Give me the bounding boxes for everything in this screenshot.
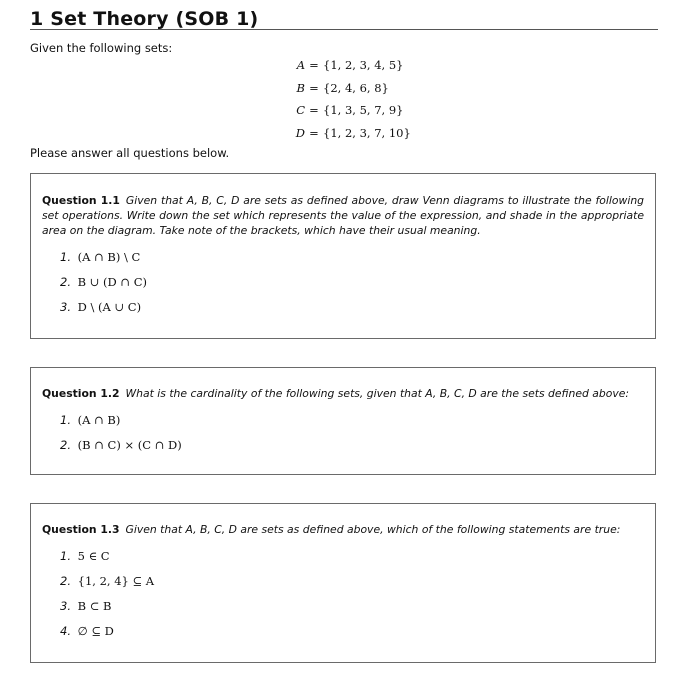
list-item: 3. D \ (A ∪ C) <box>60 300 142 314</box>
question-number: Question 1.2 <box>42 387 120 400</box>
question-number: Question 1.1 <box>42 194 120 207</box>
question-text: Given that A, B, C, D are sets as defined above, draw Venn diagrams to illustrate the following set operations. Write down the set which represents the value of the expression, and shade in the appropriate area on the diagram. Take note of the brackets, which have their usual meaning. <box>42 194 645 237</box>
set-definition-d: D = {1, 2, 3, 7, 10} <box>0 122 690 145</box>
intro-text: Given the following sets: <box>30 41 173 55</box>
list-item: 4. ∅ ⊆ D <box>60 624 114 638</box>
list-item: 1. (A ∩ B) \ C <box>60 250 141 264</box>
question-text: Given that A, B, C, D are sets as defined above, which of the following statements are true: <box>125 523 621 536</box>
expression: ∅ ⊆ D <box>77 624 114 638</box>
expression: D \ (A ∪ C) <box>77 300 142 314</box>
expression: 5 ∈ C <box>77 549 110 563</box>
list-item: 2. B ∪ (D ∩ C) <box>60 275 147 289</box>
question-box-1-2 <box>30 367 656 475</box>
set-name: C <box>296 103 305 117</box>
set-name: D <box>295 125 305 140</box>
set-name: B <box>296 80 305 95</box>
set-name: A <box>296 58 305 72</box>
set-value: {1, 3, 5, 7, 9} <box>323 103 404 117</box>
question-text: What is the cardinality of the following sets, given that A, B, C, D are the sets defined above: <box>125 387 630 400</box>
question-items <box>42 245 644 320</box>
list-item: 2. (B ∩ C) × (C ∩ D) <box>60 438 182 452</box>
set-value: {1, 2, 3, 4, 5} <box>323 58 404 72</box>
question-number: Question 1.3 <box>42 523 120 536</box>
instructions-text: Please answer all questions below. <box>30 146 230 160</box>
list-item: 1. (A ∩ B) <box>60 413 121 427</box>
expression: (A ∩ B) <box>77 413 121 427</box>
set-definition-c: C = {1, 3, 5, 7, 9} <box>0 99 690 122</box>
expression: B ∪ (D ∩ C) <box>77 275 147 289</box>
set-definition-b: B = {2, 4, 6, 8} <box>0 77 690 100</box>
expression: {1, 2, 4} ⊆ A <box>77 574 155 588</box>
question-box-1-3 <box>30 503 656 663</box>
set-value: {1, 2, 3, 7, 10} <box>323 125 411 140</box>
section-title: 1 Set Theory (SOB 1) <box>30 8 259 30</box>
question-header <box>42 193 644 238</box>
expression: B ⊂ B <box>77 599 112 613</box>
expression: (B ∩ C) × (C ∩ D) <box>77 438 182 452</box>
expression: (A ∩ B) \ C <box>77 250 141 264</box>
list-item: 1. 5 ∈ C <box>60 549 110 563</box>
list-item: 2. {1, 2, 4} ⊆ A <box>60 574 155 588</box>
set-definitions <box>0 54 690 144</box>
title-divider <box>30 29 658 30</box>
set-definition-a: A = {1, 2, 3, 4, 5} <box>0 54 690 77</box>
question-box-1-1 <box>30 173 656 339</box>
question-header <box>42 386 644 401</box>
question-header <box>42 522 644 537</box>
set-value: {2, 4, 6, 8} <box>323 80 389 95</box>
question-items <box>42 408 644 458</box>
question-items <box>42 544 644 644</box>
list-item: 3. B ⊂ B <box>60 599 112 613</box>
